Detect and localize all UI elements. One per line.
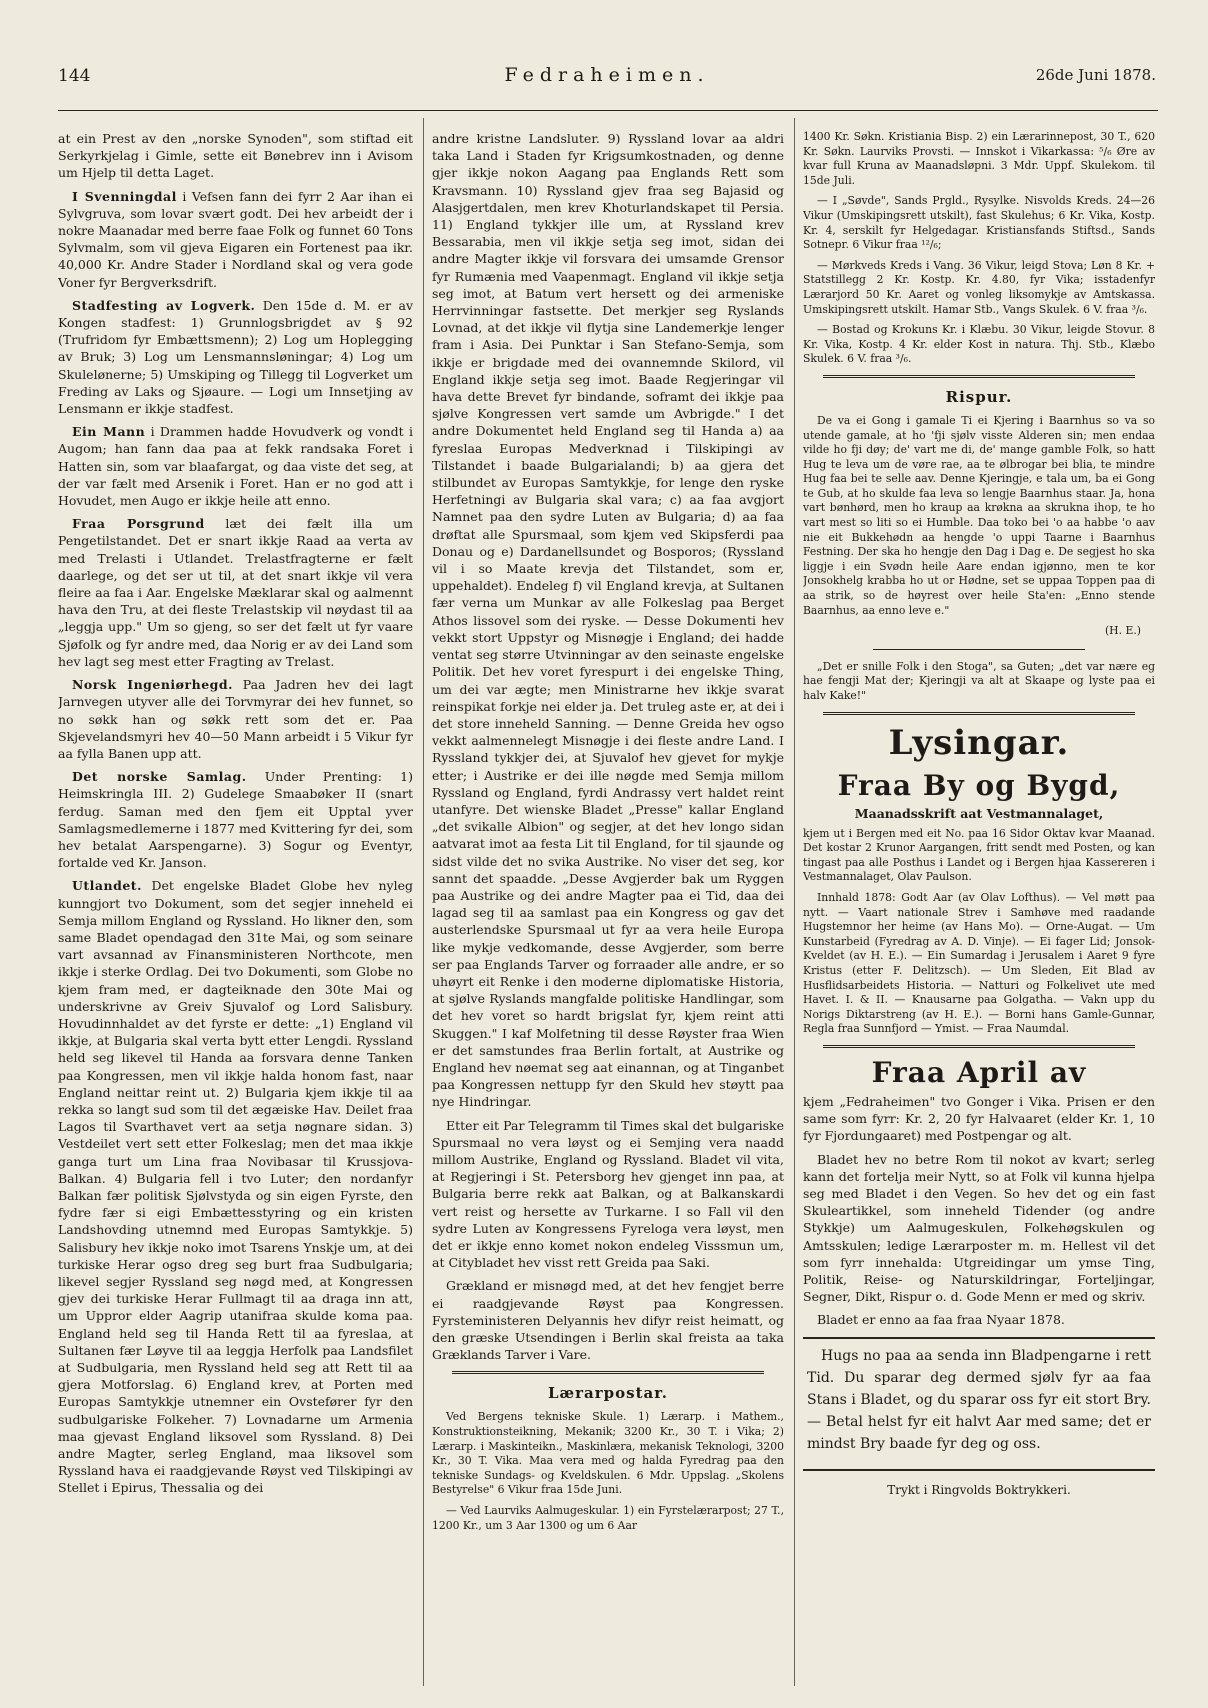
post-item: 1400 Kr. Søkn. Kristiania Bisp. 2) ein Lærarinnepost, 30 T., 620 Kr. Søkn. Laurviks Provsti. — Innskot i Vikarkassa: ⁵/₆ Øre av kvar full Kruna av Maanadsløpni. 3 Mdr. Uppf. Skulekom. til 15de Juli. bbox=[803, 130, 1155, 187]
item-lead: Det norske Samlag. bbox=[72, 769, 247, 785]
article-text: andre kristne Landsluter. 9) Ryssland lovar aa aldri taka Land i Staden fyr Krigsumkostnaden, og denne gjer ikkje nokon Aagang paa Englands Rett som Kravsmann. 10) Ryssland gjev fraa seg Bajasid og Alasjgertdalen, men krev Khoturlandskapet til Persia. 11) England tykkjer ille um, at Ryssland krev Bessarabia, men vil ikkje setja seg imot, sidan dei andre Magter ikkje vil forsvara dei umsamde Grensor fyr Rumænia med Vaapenmagt. England vil ikkje setja seg imot, at Batum vert hersett og dei armeniske Herrvinningar fastsette. Det merkjer seg Ryslands Lovnad, at det ikkje vil flytja sine Landemerkje lenger fram i Asia. Dei Punktar i San Stefano-Semja, som ikkje er brigdade med dei ovannemnde Skilord, vil England ikkje setja seg imot. Baade Regjeringar vil hava dette Brevet fyr bindande, soframt dei ikkje paa sjølve Kongressen vert samde um Avbrigde." I det andre Dokumentet held England seg til Handa a) aa fyreslaa Europas Medverknad i Tilskipingi av Tilstandet i baade Bulgarialandi; b) aa gjera det stilbundet av Europas Samtykkje, for lenge den ryske Herfetningi av Bulgaria skal vara; c) aa faa avgjort Namnet paa den sydre Luten av Bulgaria; d) aa faa drøftat alle Spursmaal, som kjem ved Skipsferdi paa Donau og e) Dardanellsundet og Bosporos; (Ryssland vil i so Maate krevja det Tilstandet, som er, uppehaldet). Endeleg f) vil England krevja, at Sultanen fær verna um Munkar av alle Folkeslag paa Berget Athos lissovel som dei ryske. — Desse Dokumenti hev vekkt stort Uppstyr og Misnøgje i England; dei hadde ventat seg større Utvinningar av den seinaste engelske Politik. Det hev voret fyrespurt i dei engelske Thing, um dei var ægte; men Ministrarne hev ikkje svarat reinspikat forkje nei elder ja. Det truleg aste er, at dei i det store inneheld Sanning. — Denne Greida hev ogso vekkt aalmennelegt Misnøgje i dei fleste andre Land. I Ryssland tykkjer dei, at Sjuvalof hev gjevet for mykje etter; i Austrike er dei ille nøgde med Semja millom Ryssland og England, fyrdi Andrassy vert haldet reint utanfyre. Det wienske Bladet „Presse" kallar England „det svikalle Albion" og segjer, at det hev longo sidan aatvarat imot aa festa Lit til England, for til sjaunde og sidst vilde det no svika Austrike. No viser det seg, kor sannt det spaadde. „Desse Avgjerder bak um Ryggen paa Austrike og dei andre Magter paa ei Tid, daa dei lagad seg til aa samlast paa ein Kongress og gav det austerlendske Spursmaal ut fyr aa vera heile Europa like mykje vedkomande, desse Avgjerder, som berre ser paa Englands Tarver og forraader alle andre, er so uhøyrt eit Renke i den moderne diplomatiske Historia, at sjølve Ryslands mangfalde politiske Handlingar, som det hev voret so hardt brigslat fyr, kjem reint atti Skuggen." I kaf Molfetning til desse Røyster fraa Wien er det samstundes fraa Berlin fortalt, at Austrike og England hev nøemat seg aat einannan, og at Tinganbet paa Kongressen nettupp fyr den Skuld hev støytt paa nye Hindringar. bbox=[432, 131, 784, 1110]
news-item bbox=[58, 297, 413, 417]
news-item bbox=[58, 515, 413, 670]
ad-text: Bladet hev no betre Rom til nokot av kvart; serleg kann det fortelja meir Nytt, so at Folk vil kunna hjelpa seg med Bladet i den Vegen. So hev det og ein fast Skuleartikkel, som inneheld Tidender (og andre Stykkje) um Aalmugeskulen, Folkehøgskulen og Amtsskulen; ledige Lærarposter m. m. Hellest vil det som fyrr innehalda: Utgreidingar um ymse Ting, Politik, Reise- og Naturskildringar, Forteljingar, Segner, Dikt, Rispur o. d. Gode Menn er med og skriv. bbox=[803, 1151, 1155, 1305]
teacher-posts bbox=[432, 1410, 784, 1533]
post-item: — Bostad og Krokuns Kr. i Klæbu. 30 Vikur, leigde Stovur. 8 Kr. Vika, Kostp. 4 Kr. elder Kost in natura. Thj. Stb., Klæbo Skulek. 6 V. fraa ³/₆. bbox=[803, 323, 1155, 366]
item-text: Den 15de d. M. er av Kongen stadfest: 1) Grunnlogsbrigdet av § 92 (Trufridom fyr Embættsmenn); 2) Log um Hoplegging av Bruk; 3) Log um Lensmannsløningar; 4) Log um Skulelønerne; 5) Umskiping og Tillegg til Logverket um Freding av Laks og Sjøaure. — Logi um Innsetjing av Lensmann er ikkje stadfest. bbox=[58, 297, 413, 417]
news-item bbox=[58, 877, 413, 1496]
reminder-text: Hugs no paa aa senda inn Bladpengarne i rett Tid. Du sparar deg dermed sjølv fyr aa faa Stans i Bladet, og du sparar oss fyr eit stort Bry. — Betal helst fyr eit halvt Aar med same; det er mindst Bry baade fyr deg og oss. bbox=[807, 1347, 1151, 1452]
section-divider bbox=[823, 712, 1135, 715]
paper-title: Fedraheimen. bbox=[504, 64, 710, 86]
item-text: Paa Jadren hev dei lagt Jarnvegen utyver alle dei Torvmyrar dei hev funnet, so no søkk han og søkk rett som det er. Paa Skjevelandsmyri hev 40—50 Mann arbeidt i 5 Vikur fyr aa fylla Banen upp att. bbox=[58, 677, 413, 761]
column-divider bbox=[794, 118, 795, 1686]
article-text: Grækland er misnøgd med, at det hev fengjet berre ei raadgjevande Røyst paa Kongressen. Fyrsteministeren Delyannis hev difyr reist heimatt, og den græske Utsendingen i Berlin skal freista aa taka Græklands Tarver i Vare. bbox=[432, 1278, 784, 1363]
column-1 bbox=[58, 130, 413, 1690]
teacher-posts bbox=[803, 130, 1155, 367]
item-lead: Ein Mann bbox=[72, 424, 146, 440]
ad-body bbox=[803, 827, 1155, 1037]
item-lead: I Svenningdal bbox=[72, 188, 177, 204]
column-2 bbox=[432, 130, 784, 1690]
item-text: Det engelske Bladet Globe hev nyleg kunngjort tvo Dokument, som det segjer inneheld ei Semja millom England og Ryssland. Ho likner den, som same Bladet opendagad den 31te Mai, og som seinare vart avsannad av Finansministeren Northcote, men ikkje i sterke Ordlag. Dei tvo Dokumenti, som Globe no kjem fram med, er dagteiknade den 30te Mai og underskrivne av Greiv Sjuvalof og Lord Salisbury. Hovudinnhaldet av det fyrste er dette: „1) England vil ikkje, at Bulgaria skal verta bytt etter Lengdi. Ryssland held seg likevel til Handa aa forsvara denne Tanken paa Kongressen, men vil ikkje halda honom fast, naar England neittar reint ut. 2) Bulgaria kjem ikkje til aa rekka so langt sud som til det ægæiske Hav. Deilet fraa Lagos til Svarthavet vert aa setja nøgnare sidan. 3) Vestdeilet vert sett etter Folkeslag; men det maa ikkje ganga turt um Lina fraa Novibasar til Krussjova-Balkan. 4) Bulgaria fell i tvo Luter; den nordanfyr Balkan fær politisk Sjølvstyda og sin eigen Fyrste, den fydre fær si eigi Embættesstyring og ein kristen Landshovding utnemnd med Europas Samtykkje. 5) Salisbury hev ikkje noko imot Tsarens Ynskje um, at dei turkiske Herar ogso dreg seg burt fraa Sudbulgaria; likevel segjer Ryssland seg nøgd med, at Kongressen gjev dei turkiske Herar Fullmagt til aa draga inn att, um Uppror elder Aagrip utanifraa skulde koma paa. England held seg til Handa Rett til aa fyreslaa, at Sultanen fær Løyve til aa leggja Herfolk paa Landsfilet at Sudbulgaria, men Ryssland held seg att Rett til aa gjera Motforslag. 6) England krev, at Porten med Europas Samtykkje utnemner ein Ovstefører fyr den sudbulgariske Folkeher. 7) Lovnadarne um Armenia maa gjevast England liksovel som Ryssland. 8) Dei andre Magter, serleg England, maa liksovel som Ryssland hava ei raadgjevande Røyst ved Tilskipingi av Stellet i Epirus, Thessalia og dei bbox=[58, 878, 413, 1496]
section-heading: Lærarpostar. bbox=[547, 1384, 669, 1403]
page-number: 144 bbox=[58, 66, 91, 86]
ad-title: Fraa By og Bygd, bbox=[837, 768, 1121, 802]
item-text: i Drammen hadde Hovudverk og vondt i Augom; han fann daa paa at fekk randsaka Foret i Hatten sin, som var blaafargat, og daa viste det seg, at der var fælt med Arsenik i Foret. Han er no god att i Hovudet, men Augo er ikkje heile att enno. bbox=[58, 424, 413, 509]
post-item: — Ved Laurviks Aalmugeskular. 1) ein Fyrstelærarpost; 27 T., 1200 Kr., um 3 Aar 1300 og um 6 Aar bbox=[432, 1503, 784, 1532]
rispur-text: „Det er snille Folk i den Stoga", sa Guten; „det var nære eg hae fengji Mat der; Kjeringji va alt at Skaape og lyste paa ei halv Kake!" bbox=[803, 659, 1155, 702]
news-item bbox=[58, 188, 413, 291]
item-text: Under Prenting: 1) Heimskringla III. 2) Gudelege Smaabøker II (snart ferdug. Saman med den fjem eit Upptal yver Samlagsmedlemerne i 1877 med Kvittering fyr dei, som hev betalat Aarspengarne). 3) Sogur og Eventyr, fortalde ved Kr. Janson. bbox=[58, 769, 413, 871]
section-divider bbox=[823, 375, 1135, 378]
ad-subtitle: Maanadsskrift aat Vestmannalaget, bbox=[854, 805, 1104, 821]
column-divider bbox=[423, 118, 424, 1686]
article-text: at ein Prest av den „norske Synoden", som stiftad eit Serkyrkjelag i Gimle, sette eit Bønebrev inn i Avisom um Hjelp til detta Laget. bbox=[58, 131, 413, 181]
divider bbox=[873, 649, 1085, 650]
post-item: Ved Bergens tekniske Skule. 1) Lærarp. i Mathem., Konstruktionsteikning, Mekanik; 3200 Kr., 30 T. i Vika; 2) Lærarp. i Maskinteikn., Maskinlæra, mekanisk Teknologi, 3200 Kr., 30 T. Vika. Maa vera med og halda Fyredrag paa den tekniske Sundags- og Kveldskulen. 6 Mdr. Uppslag. „Skolens Bestyrelse" 6 Vikur fraa 15de Juni. bbox=[432, 1410, 784, 1497]
section-divider bbox=[823, 1045, 1135, 1048]
item-lead: Fraa Porsgrund bbox=[72, 516, 205, 532]
section-heading: Rispur. bbox=[945, 387, 1013, 406]
news-item bbox=[58, 423, 413, 509]
rispur-text: De va ei Gong i gamale Ti ei Kjering i Baarnhus so va so utende gamale, at ho 'fji sjølv visste Alderen sin; men endaa vilde ho fji døy; de' vart me di, de' mange gamble Folk, so hatt Hug te leva um de vøre rae, aa te ølbrogar bei blia, te mindre Hug faa bei te selle aav. Denne Kjeringje, e tala um, ba ei Gong te Gub, at ho skulde faa leva so lengje Baarnhus staar. Ja, hona vart bønhørd, men ho kraup aa krøkna aa skrukna ihop, te ho vart mest so liti so ei Humble. Daa toko bei 'o aa habbe 'o aav nie eit Bukkehødn aa hengde 'o uppi Taarne i Baarnhus Festning. Der ska ho hengje den Dag i Dag e. De segjest ho ska liggje i ein Svødn heile Aare endan igjønno, men te kor Jonsokhelg krabba ho ut or Hødne, set se uppaa Toppen paa di aa strik, so de høyrest over heile Sta'en: „Enno stende Baarnhus, aa enno leve e." bbox=[803, 413, 1155, 617]
ad-title: Fraa April av bbox=[871, 1055, 1087, 1089]
item-text: i Vefsen fann dei fyrr 2 Aar ihan ei Sylvgruva, som lovar svært godt. Dei hev arbeidt der i nokre Maanadar med berre faae Folk og funnet 60 Tons Sylvmalm, som vil gjeva Eigaren ein Fortenest paa ikr. 40,000 Kr. Andre Stader i Nordland skal og vera gode Voner fyr Bergverksdrift. bbox=[58, 188, 413, 290]
ads-heading: Lysingar. bbox=[888, 722, 1070, 763]
printer-imprint: Trykt i Ringvolds Boktrykkeri. bbox=[887, 1482, 1071, 1497]
rispur-section bbox=[803, 414, 1155, 704]
post-item: — Mørkveds Kreds i Vang. 36 Vikur, leigd Stova; Løn 8 Kr. + Statstillegg 2 Kr. Kostp. Kr. 4.80, fyr Vika; isstadenfyr Lærarjord 50 Kr. Aaret og vonleg liksomykje av Amtskassa. Umskipingsrett utskilt. Hamar Stb., Vangs Skulek. 6 V. fraa ³/₆. bbox=[803, 258, 1155, 316]
column-3 bbox=[803, 130, 1155, 1690]
section-divider bbox=[452, 1371, 764, 1374]
item-lead: Utlandet. bbox=[72, 878, 142, 894]
header-rule bbox=[58, 110, 1158, 111]
article-text: Etter eit Par Telegramm til Times skal det bulgariske Spursmaal no vera løyst og ei Semjing vera naadd millom Austrike, England og Ryssland. Bladet vil vita, at Regjeringi i St. Petersborg hev gjenget inn paa, at Bulgaria berre rekk aat Balkan, og at Balkanskardi vert reist og hersette av Turkarne. I so Fall vil den sydre Luten av Kongressens Fyreloga vera løyst, men det er ikkje enno komet nokon endeleg Visssmun um, at Citybladet hev visst rett Greida paa Saki. bbox=[432, 1117, 784, 1271]
reminder-box bbox=[803, 1337, 1155, 1471]
item-lead: Stadfesting av Logverk. bbox=[72, 297, 256, 313]
ad-contents: Innhald 1878: Godt Aar (av Olav Lofthus). — Vel møtt paa nytt. — Vaart nationale Strev i Samhøve med raadande Hugstemnor her heime (av Hans Mo). — Orne-Augat. — Um Kunstarbeid (Fyredrag av A. D. Vinje). — Ei fager Lid; Jonsok-Kveldet (av H. E.). — Ein Sumardag i Jerusalem i Aaret 9 fyre Kristus (etter F. Delitzsch). — Um Sleden, Eit Blad av Husflidsarbeidets Historia. — Natturi og Folkelivet ute med Havet. I. & II. — Knausarne paa Golgatha. — Vakn upp du Norigs Diktarstreng (av H. E.). — Borni hans Gamle-Gunnar, Regla fraa Sunnfjord — Ymist. — Fraa Naumdal. bbox=[803, 890, 1155, 1036]
item-lead: Norsk Ingeniørhegd. bbox=[72, 677, 233, 693]
ad-text: Bladet er enno aa faa fraa Nyaar 1878. bbox=[817, 1312, 1065, 1328]
news-item bbox=[58, 768, 413, 871]
ad-text: kjem „Fedraheimen" tvo Gonger i Vika. Prisen er den same som fyrr: Kr. 2, 20 fyr Halvaaret (elder Kr. 1, 10 fyr Fjordungaaret) med Postpengar og alt. bbox=[803, 1093, 1155, 1144]
issue-date: 26de Juni 1878. bbox=[1035, 66, 1156, 84]
item-text: læt dei fælt illa um Pengetilstandet. Det er snart ikkje Raad aa verta av med Trelasti i Utlandet. Trelastfragterne er fælt daarlege, og det ser ut til, at det snart ikkje vil vera fleire aa faa i Aar. Engelske Mæklarar skal og aalmennt hava den Tru, at dei fleste Trelastskip vil nøydast til aa „leggja upp." Um so gjeng, so ser det fælt ut fyr vaare Sjøfolk og fyr andre med, daa Norig er av dei Land som hev lagt seg mest etter Fragting av Trelast. bbox=[58, 516, 413, 669]
post-item: — I „Søvde", Sands Prgld., Rysylke. Nisvolds Kreds. 24—26 Vikur (Umskipingsrett utskilt), fast Skulehus; 6 Kr. Vika, Kostp. Kr. 4, serskilt fyr Helgedagar. Kristiansfands Stiftsd., Sands Sotnepr. 6 Vikur fraa ¹²/₆; bbox=[803, 194, 1155, 252]
rispur-signature: (H. E.) bbox=[1104, 624, 1141, 638]
news-item bbox=[58, 676, 413, 762]
ad-text: kjem ut i Bergen med eit No. paa 16 Sidor Oktav kvar Maanad. Det kostar 2 Krunor Aargangen, fritt sendt med Posten, og kan tingast paa alle Posthus i Landet og i Bergen hjaa Kassereren i Vestmannalaget, Olav Paulson. bbox=[803, 826, 1155, 884]
masthead bbox=[58, 62, 1156, 92]
